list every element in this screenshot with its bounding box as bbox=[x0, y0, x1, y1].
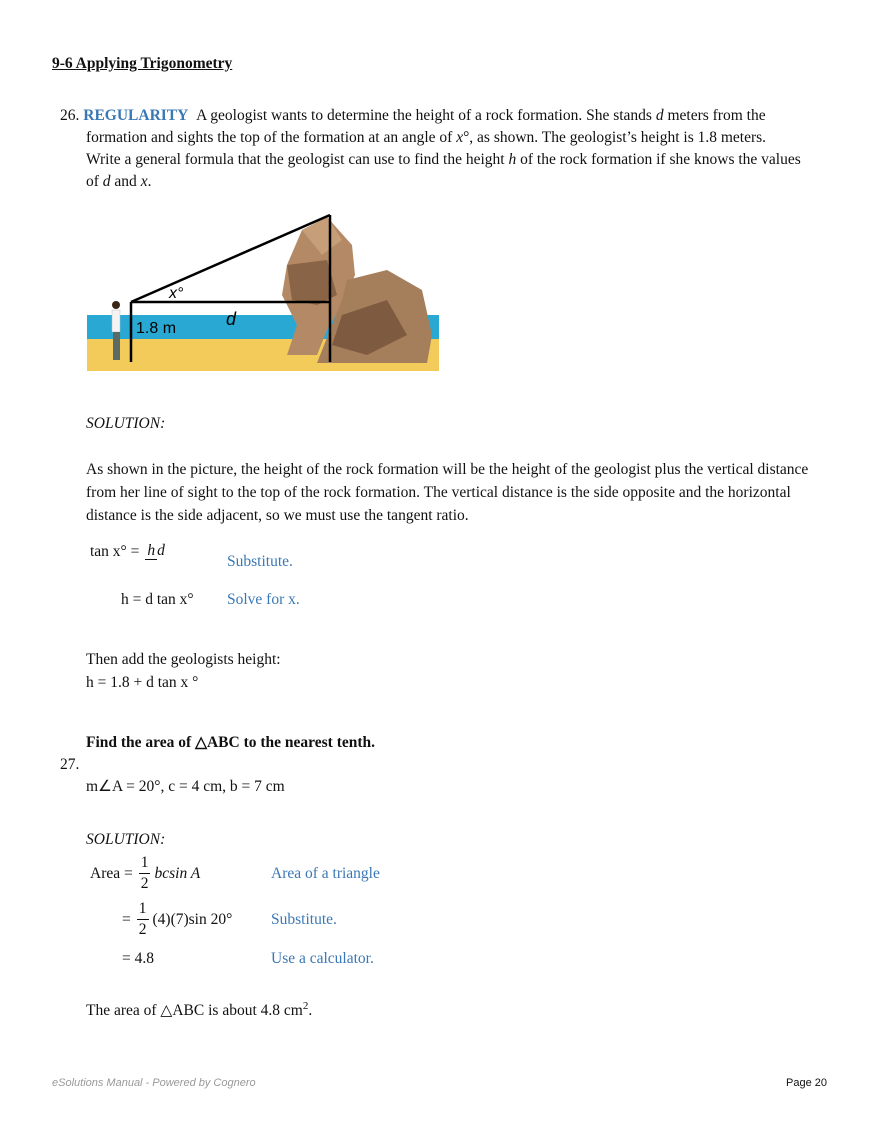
fraction bbox=[137, 899, 149, 940]
denominator: d bbox=[157, 542, 165, 559]
text-tail: x°, as shown. The geologist’s height is 1.8 meters. bbox=[456, 129, 767, 146]
page-number: Page 20 bbox=[786, 1077, 827, 1089]
numerator: 1 bbox=[139, 853, 151, 874]
question-number: 27. bbox=[60, 756, 80, 773]
step-note: Substitute. bbox=[227, 553, 293, 570]
explanation-line: As shown in the picture, the height of the rock formation will be the height of the geologist plus the vertical distance bbox=[86, 461, 809, 478]
explanation-line: from her line of sight to the top of the rock formation. The vertical distance is the side opposite and the horizontal bbox=[86, 484, 791, 501]
numerator: 1 bbox=[137, 899, 149, 920]
rock-formation-figure bbox=[87, 205, 439, 371]
denominator: 2 bbox=[138, 921, 147, 938]
equation-step-2 bbox=[122, 899, 236, 940]
text-tail: of d and x. bbox=[86, 173, 152, 190]
explanation-line: distance is the side adjacent, so we must use the tangent ratio. bbox=[86, 507, 469, 524]
equation-step-1 bbox=[90, 853, 204, 894]
fraction bbox=[145, 541, 165, 561]
equation-text: Area = bbox=[90, 865, 133, 882]
step-note: Area of a triangle bbox=[271, 865, 380, 882]
solution-label: SOLUTION: bbox=[86, 831, 166, 848]
height-label: 1.8 m bbox=[136, 320, 177, 337]
equation-text: (4)(7)sin 20° bbox=[152, 911, 233, 928]
equation-step-1 bbox=[90, 541, 169, 561]
text: Write a general formula that the geologist can use to find the height bbox=[86, 151, 505, 168]
denominator: 2 bbox=[140, 875, 149, 892]
then-text: Then add the geologists height: bbox=[86, 651, 281, 668]
regularity-tag: REGULARITY bbox=[83, 107, 189, 124]
superscript: 2 bbox=[302, 999, 309, 1012]
geologist-figure bbox=[112, 301, 120, 360]
conclusion-text: The area of △ABC is about 4.8 cm bbox=[86, 1002, 303, 1019]
text: formation and sights the top of the formation at an angle of bbox=[86, 129, 453, 146]
question-26-line4 bbox=[86, 172, 151, 191]
equation-step-3: = 4.8 bbox=[122, 950, 154, 967]
solution-label: SOLUTION: bbox=[86, 415, 166, 432]
question-number: 26. bbox=[60, 107, 80, 124]
equation-step-2: h = d tan x° bbox=[121, 591, 194, 608]
step-note: Solve for x. bbox=[227, 591, 300, 608]
question-26-line2 bbox=[86, 128, 766, 147]
fraction bbox=[139, 853, 151, 894]
section-title: 9-6 Applying Trigonometry bbox=[52, 55, 233, 72]
final-formula: h = 1.8 + d tan x ° bbox=[86, 674, 199, 691]
question-26-line3 bbox=[86, 150, 801, 169]
given-values: m∠A = 20°, c = 4 cm, b = 7 cm bbox=[86, 778, 285, 795]
question-26-line1 bbox=[60, 106, 766, 125]
footer-left: eSolutions Manual - Powered by Cognero bbox=[52, 1077, 256, 1089]
space bbox=[188, 107, 196, 124]
question-27-instruction: Find the area of △ABC to the nearest tenth. bbox=[86, 734, 376, 751]
variable-h: h bbox=[508, 151, 517, 168]
equation-text: tan x° = bbox=[90, 542, 140, 560]
text-tail: d meters from the bbox=[655, 107, 766, 124]
equation-text: bcsin A bbox=[154, 865, 201, 882]
equation-text: = bbox=[122, 911, 131, 928]
period: . bbox=[308, 1002, 313, 1019]
distance-label: d bbox=[226, 309, 237, 329]
text: of the rock formation if she knows the values bbox=[520, 151, 801, 168]
conclusion bbox=[86, 999, 312, 1023]
text: A geologist wants to determine the height of a rock formation. She stands bbox=[196, 107, 652, 124]
step-note: Substitute. bbox=[271, 911, 337, 928]
step-note: Use a calculator. bbox=[271, 950, 374, 967]
numerator: h bbox=[147, 542, 156, 559]
angle-label: x° bbox=[169, 285, 184, 302]
